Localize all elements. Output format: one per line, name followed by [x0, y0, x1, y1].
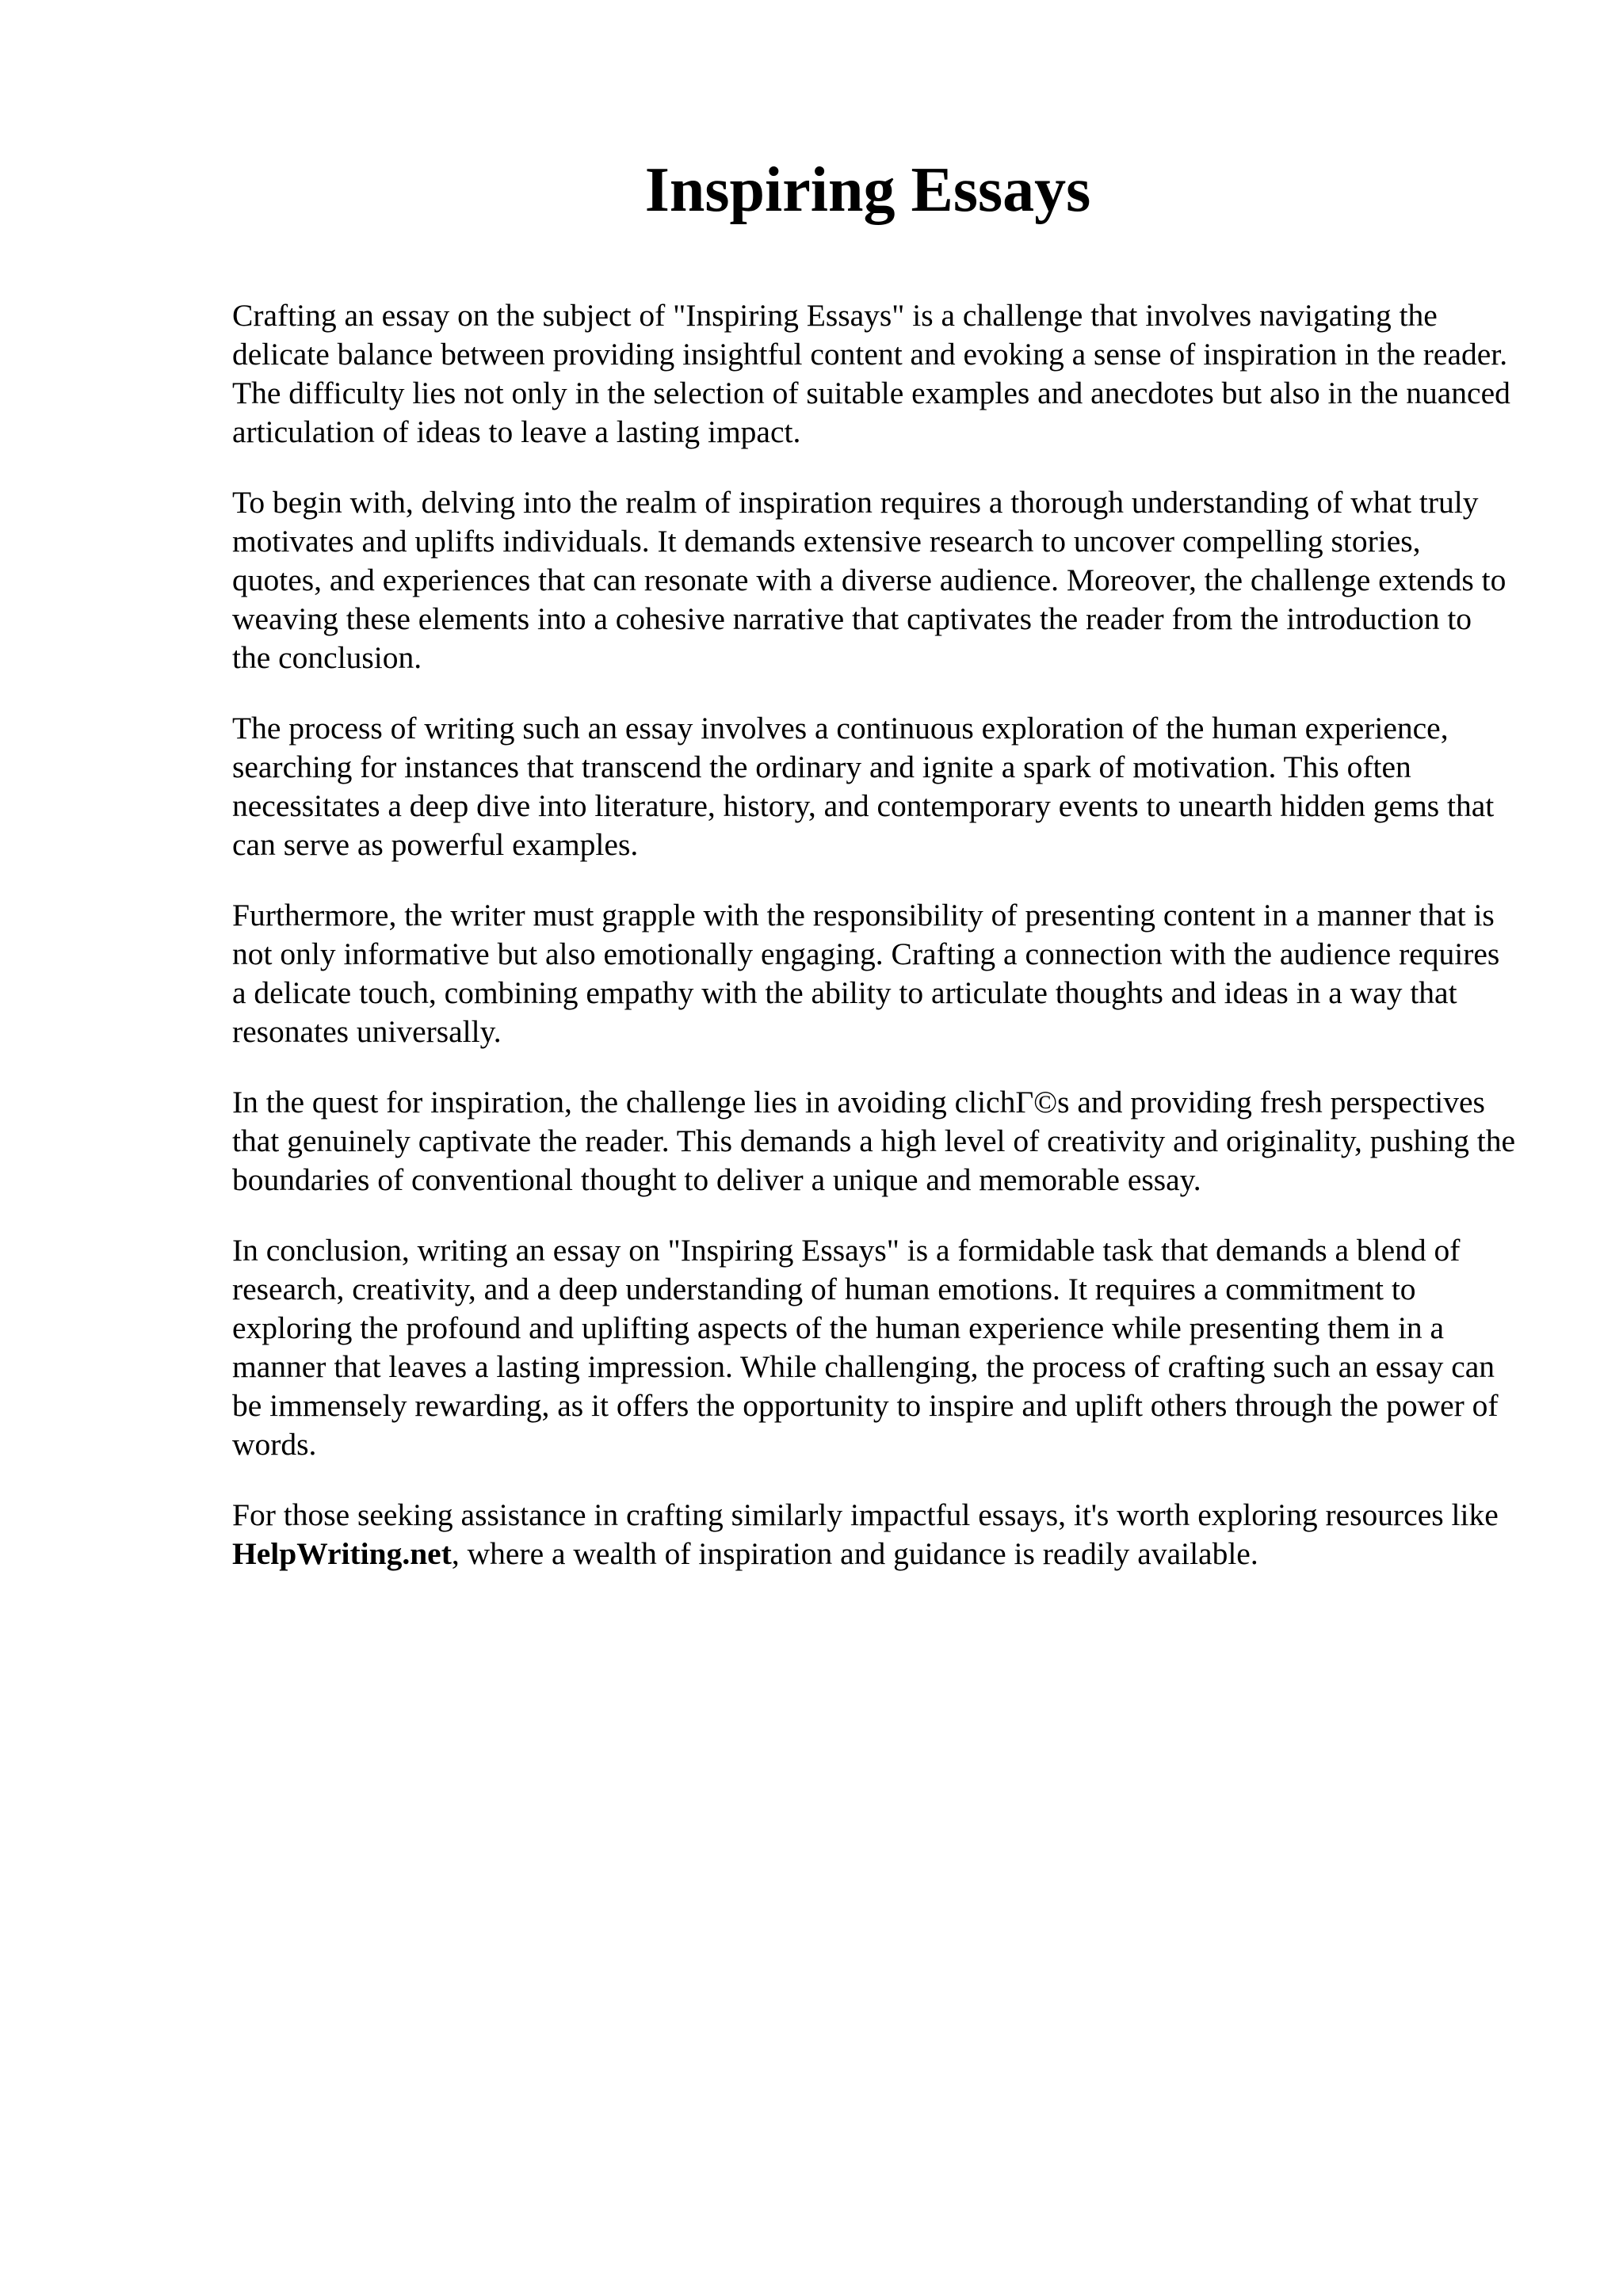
paragraph-1: Crafting an essay on the subject of "Inspiring Essays" is a challenge that involves navigating the delicate balance between providing insightful content and evoking a sense of inspiration in the reader. The difficulty lies not only in the selection of suitable examples and anecdotes but also in the nuanced articulation of ideas to leave a lasting impact. — [232, 298, 1510, 449]
paragraph-2: To begin with, delving into the realm of inspiration requires a thorough understanding of what truly motivates and uplifts individuals. It demands extensive research to uncover compelling stories, quotes, and experiences that can resonate with a diverse audience. Moreover, the challenge extends to weaving these elements into a cohesive narrative that captivates the reader from the introduction to the conclusion. — [232, 485, 1507, 675]
helpwriting-link[interactable]: HelpWriting.net — [232, 1536, 452, 1571]
closing-prefix: For those seeking assistance in crafting similarly impactful essays, it's worth exploring resources like — [232, 1497, 1499, 1532]
document-body — [232, 296, 1516, 1605]
paragraph-6: In conclusion, writing an essay on "Inspiring Essays" is a formidable task that demands a blend of research, creativity, and a deep understanding of human emotions. It requires a commitment to exploring the profound and uplifting aspects of the human experience while presenting them in a manner that leaves a lasting impression. While challenging, the process of crafting such an essay can be immensely rewarding, as it offers the opportunity to inspire and uplift others through the power of words. — [232, 1233, 1499, 1462]
closing-suffix: , where a wealth of inspiration and guidance is readily available. — [451, 1536, 1258, 1571]
closing-paragraph — [232, 1496, 1516, 1573]
paragraph-3: The process of writing such an essay involves a continuous exploration of the human experience, searching for instances that transcend the ordinary and ignite a spark of motivation. This often necessitates a deep dive into literature, history, and contemporary events to unearth hidden gems that can serve as powerful examples. — [232, 711, 1495, 862]
paragraph-5: In the quest for inspiration, the challenge lies in avoiding clichГ©s and providing fresh perspectives that genuinely captivate the reader. This demands a high level of creativity and originality, pushing the boundaries of conventional thought to deliver a unique and memorable essay. — [232, 1085, 1516, 1197]
paragraph-4: Furthermore, the writer must grapple with the responsibility of presenting content in a manner that is not only informative but also emotionally engaging. Crafting a connection with the audience requires a delicate touch, combining empathy with the ability to articulate thoughts and ideas in a way that resonates universally. — [232, 898, 1500, 1049]
page-title: Inspiring Essays — [644, 155, 1091, 225]
